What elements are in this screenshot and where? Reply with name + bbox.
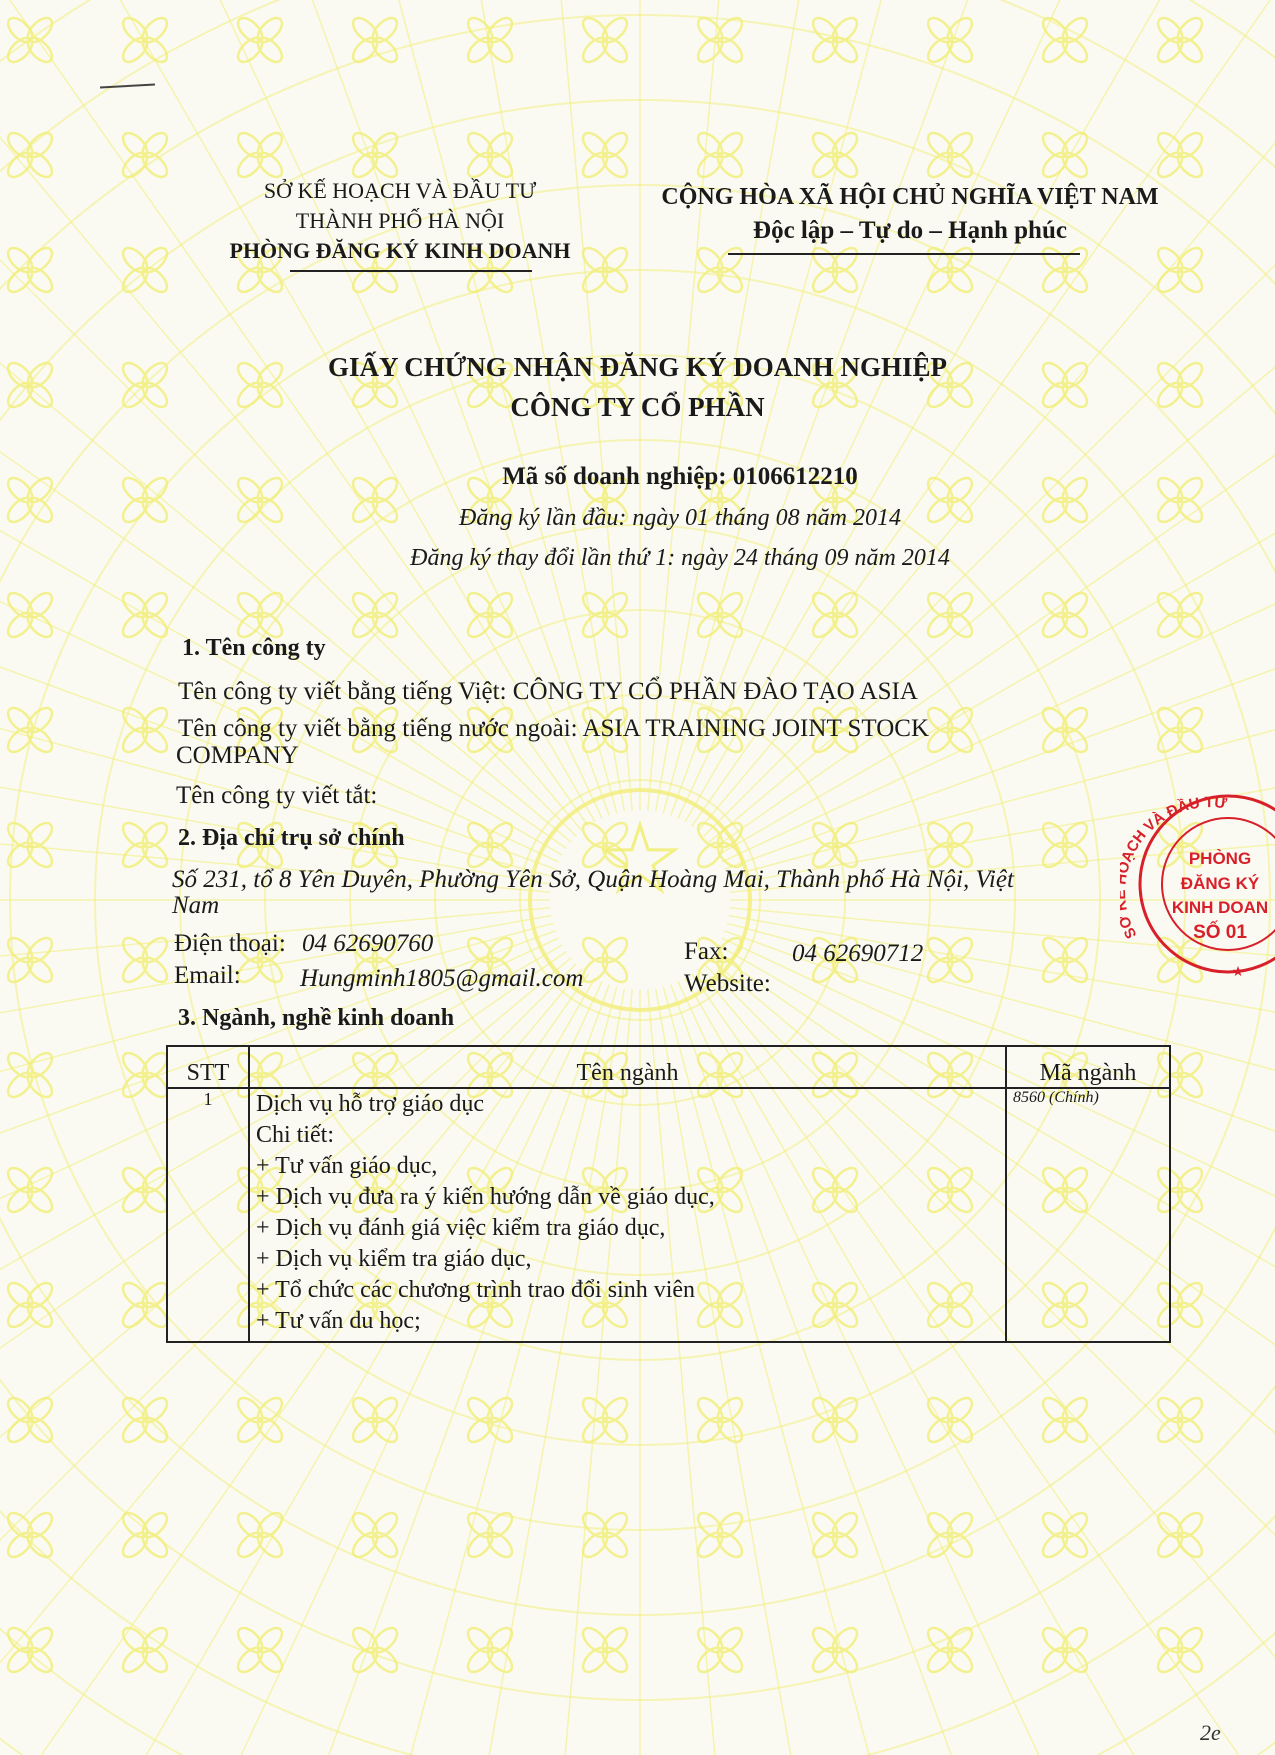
column-header-name: Tên ngành <box>249 1046 1006 1088</box>
document-title: GIẤY CHỨNG NHẬN ĐĂNG KÝ DOANH NGHIỆP <box>328 352 947 382</box>
stamp-line-1: PHÒNG <box>1188 849 1252 868</box>
row-stt: 1 <box>167 1088 249 1342</box>
section-company-name-heading: 1. Tên công ty <box>182 635 326 661</box>
national-motto <box>650 180 1170 248</box>
address-line-2: Nam <box>172 892 220 919</box>
first-registration-date: Đăng ký lần đầu: ngày 01 tháng 08 năm 2014 <box>459 505 901 531</box>
company-short-name: Tên công ty viết tắt: <box>176 782 378 809</box>
country-name: CỘNG HÒA XÃ HỘI CHỦ NGHĨA VIỆT NAM <box>661 184 1159 210</box>
authority-line-2: THÀNH PHỐ HÀ NỘI <box>295 208 505 233</box>
motto: Độc lập – Tự do – Hạnh phúc <box>753 217 1067 244</box>
business-line: + Tổ chức các chương trình trao đổi sinh viên <box>256 1277 696 1303</box>
company-name-foreign-1: Tên công ty viết bằng tiếng nước ngoài: ASIA TRAINING JOINT STOCK <box>178 715 930 742</box>
handwritten-page-mark: 2e <box>1200 1720 1221 1745</box>
email-value: Hungminh1805@gmail.com <box>300 965 584 992</box>
stamp-line-3: KINH DOAN <box>1171 898 1269 917</box>
business-lines-table <box>166 1045 1171 1343</box>
row-business-description <box>249 1088 1006 1342</box>
issuing-authority <box>180 176 620 266</box>
business-line: + Tư vấn du học; <box>256 1308 421 1334</box>
table-row <box>167 1088 1170 1342</box>
table-header-row <box>167 1046 1170 1088</box>
business-line: Dịch vụ hỗ trợ giáo dục <box>256 1091 484 1117</box>
section-address-heading: 2. Địa chỉ trụ sở chính <box>178 825 405 851</box>
column-header-code: Mã ngành <box>1006 1046 1170 1088</box>
stamp-line-2: ĐĂNG KÝ <box>1180 874 1260 893</box>
column-header-stt: STT <box>167 1046 249 1088</box>
fax-value: 04 62690712 <box>792 940 924 967</box>
authority-line-1: SỞ KẾ HOẠCH VÀ ĐẦU TƯ <box>263 178 537 203</box>
change-registration-date: Đăng ký thay đổi lần thứ 1: ngày 24 tháng 09 năm 2014 <box>410 545 950 571</box>
phone-value: 04 62690760 <box>302 930 434 957</box>
business-line: + Dịch vụ kiểm tra giáo dục, <box>256 1246 532 1272</box>
section-business-lines-heading: 3. Ngành, nghề kinh doanh <box>178 1005 455 1031</box>
email-label: Email: <box>174 962 241 989</box>
authority-line-3: PHÒNG ĐĂNG KÝ KINH DOANH <box>229 238 571 263</box>
company-name-vietnamese: Tên công ty viết bằng tiếng Việt: CÔNG TY CỔ PHẦN ĐÀO TẠO ASIA <box>178 678 918 705</box>
row-business-code: 8560 (Chính) <box>1006 1088 1170 1342</box>
stamp-star-icon: ★ <box>1231 965 1245 980</box>
business-line: + Tư vấn giáo dục, <box>256 1153 438 1179</box>
fax-label: Fax: <box>684 938 729 965</box>
svg-text:★: ★ <box>599 811 681 910</box>
business-line: + Dịch vụ đánh giá việc kiểm tra giáo dục, <box>256 1215 666 1241</box>
enterprise-code: Mã số doanh nghiệp: 0106612210 <box>502 463 858 490</box>
business-line: Chi tiết: <box>256 1122 334 1148</box>
address-line-1: Số 231, tổ 8 Yên Duyên, Phường Yên Sở, Quận Hoàng Mai, Thành phố Hà Nội, Việt <box>172 866 1014 893</box>
stamp-ring-text: S ẠCH VÀ ĐẦU TƯ <box>1120 794 1228 942</box>
phone-label: Điện thoại: <box>174 930 286 957</box>
document-subtitle: CÔNG TY CỔ PHẦN <box>510 392 765 422</box>
website-label: Website: <box>684 970 771 997</box>
motto-underline <box>728 253 1080 255</box>
stamp-line-4: SỐ 01 <box>1193 922 1247 943</box>
business-line: + Dịch vụ đưa ra ý kiến hướng dẫn về giáo dục, <box>256 1184 715 1210</box>
company-name-foreign-2: COMPANY <box>176 742 299 769</box>
authority-underline <box>290 270 532 272</box>
official-red-stamp <box>1120 792 1275 982</box>
